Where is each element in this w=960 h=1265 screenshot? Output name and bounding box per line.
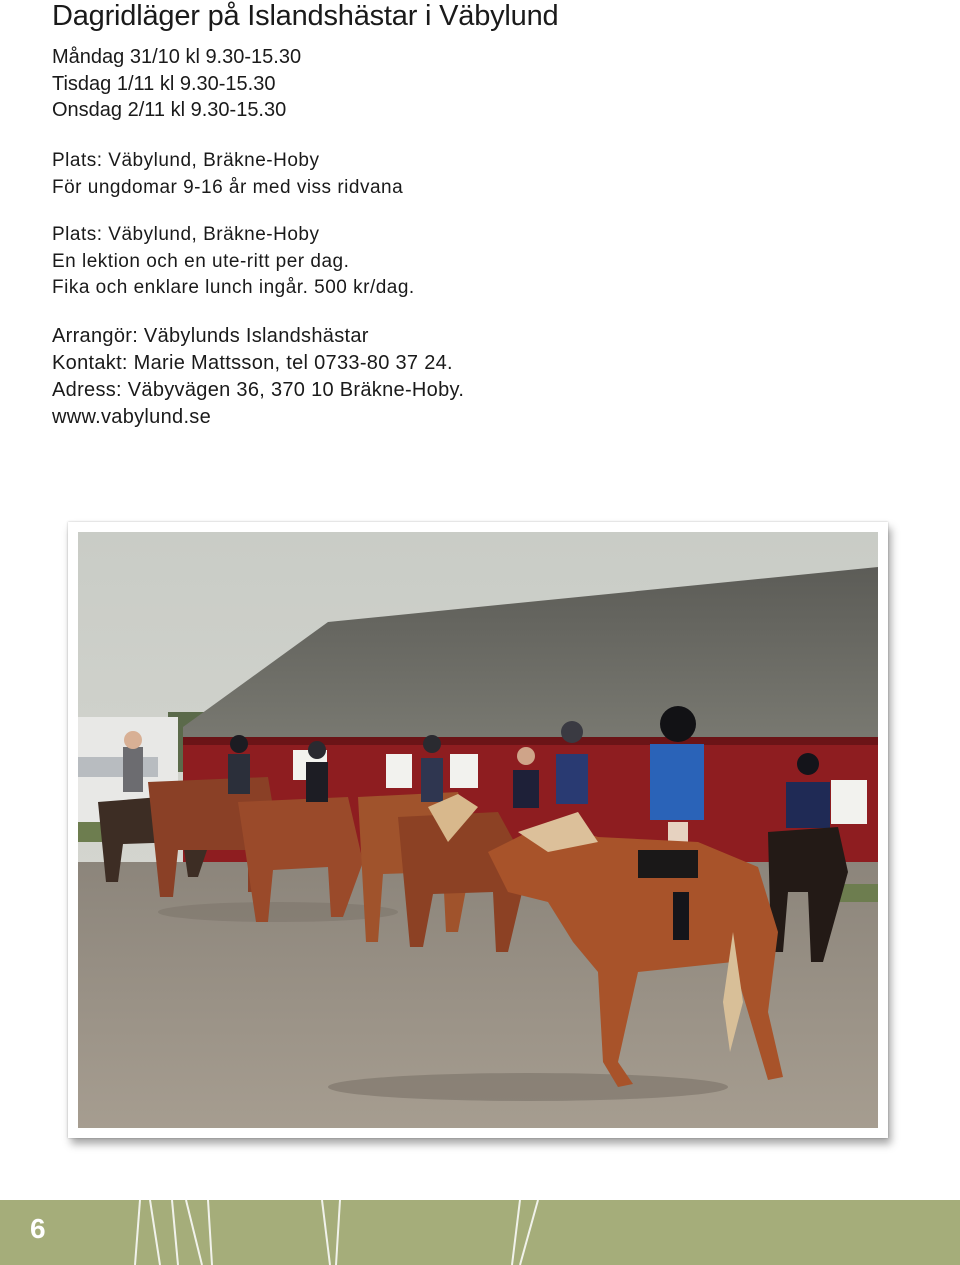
- schedule-list: [52, 44, 301, 124]
- info-price: Fika och enklare lunch ingår. 500 kr/dag.: [52, 277, 415, 298]
- info-block-location-age: [52, 148, 403, 201]
- contact-address: Adress: Väbyvägen 36, 370 10 Bräkne-Hoby.: [52, 379, 465, 401]
- contact-block: [52, 323, 464, 431]
- contact-person: Kontakt: Marie Mattsson, tel 0733-80 37 24.: [52, 352, 453, 374]
- info-location-repeat: Plats: Väbylund, Bräkne-Hoby: [52, 224, 320, 245]
- schedule-day-1: Måndag 31/10 kl 9.30-15.30: [52, 46, 302, 68]
- schedule-day-3: Onsdag 2/11 kl 9.30-15.30: [52, 99, 287, 121]
- riders-photo: [78, 532, 878, 1128]
- info-location: Plats: Väbylund, Bräkne-Hoby: [52, 150, 320, 171]
- photo-frame: [68, 522, 888, 1138]
- info-age-requirement: För ungdomar 9-16 år med viss ridvana: [52, 176, 404, 198]
- page-number: 6: [30, 1213, 46, 1244]
- contact-organizer: Arrangör: Väbylunds Islandshästar: [52, 325, 369, 347]
- info-lessons: En lektion och en ute-ritt per dag.: [52, 250, 350, 272]
- info-block-program: [52, 222, 415, 302]
- contact-website[interactable]: www.vabylund.se: [52, 406, 212, 428]
- footer-stripes: [0, 1200, 960, 1265]
- page-title: Dagridläger på Islandshästar i Väbylund: [52, 0, 559, 32]
- schedule-day-2: Tisdag 1/11 kl 9.30-15.30: [52, 72, 276, 95]
- page-footer: [0, 1200, 960, 1265]
